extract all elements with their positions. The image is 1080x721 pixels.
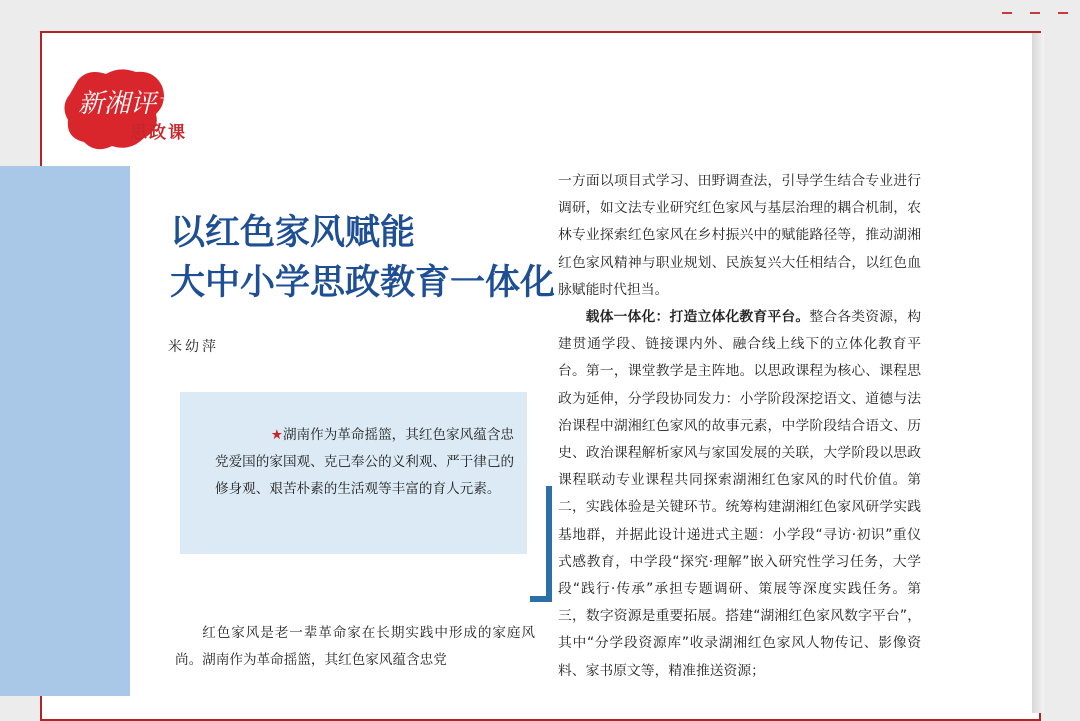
quote-bracket-right [530,486,552,602]
title-line-1: 以红色家风赋能 [170,212,416,253]
paragraph-heading: 载体一体化：打造立体化教育平台。 [585,309,810,326]
decorative-blue-strip [0,166,130,696]
right-paragraph-1: 一方面以项目式学习、田野调查法，引导学生结合专业进行调研，如文法专业研究红色家风与基层治理的耦合机制，农林专业探索红色家风在乡村振兴中的赋能路径等，推动湖湘红色家风精神与职业规划、民族复兴大任相结合，以红色血脉赋能时代担当。 [558,173,921,298]
right-paragraph-2 [558,304,921,685]
page-edge [1032,33,1044,713]
title-line-2: 大中小学思政教育一体化 [170,262,556,303]
article-title [170,208,555,308]
pull-quote-text: 湖南作为革命摇篮，其红色家风蕴含忠党爱国的家国观、克己奉公的义利观、严于律己的修身观、艰苦朴素的生活观等丰富的育人元素。 [215,427,515,497]
section-label: 思政课 [130,123,187,143]
article-author: 米幼萍 [168,339,219,355]
pull-quote [215,422,520,503]
left-body-text [175,620,535,674]
star-icon: ★ [270,427,283,443]
top-decoration [1002,0,1080,26]
left-body-paragraph: 红色家风是老一辈革命家在长期实践中形成的家庭风尚。湖南作为革命摇篮，其红色家风蕴含忠党 [175,625,535,668]
paragraph-body: 整合各类资源，构建贯通学段、链接课内外、融合线上线下的立体化教育平台。第一，课堂教学是主阵地。以思政课程为核心、课程思政为延伸，分学段协同发力：小学阶段深挖语文、道德与法治课程中湖湘红色家风的故事元素，中学阶段结合语文、历史、政治课程解析家风与家国发展的关联，大学阶段以思政课程联动专业课程共同探索湖湘红色家风的时代价值。第二，实践体验是关键环节。统筹构建湖湘红色家风研学实践基地群，并据此设计递进式主题：小学段“寻访·初识”重仪式感教育，中学段“探究·理解”嵌入研究性学习任务，大学段“践行·传承”承担专题调研、策展等深度实践任务。第三，数字资源是重要拓展。搭建“湖湘红色家风数字平台”，其中“分学段资源库”收录湖湘红色家风人物传记、影像资料、家书原文等，精准推送资源； [558,309,922,679]
logo-text: 新湘评论 [78,89,183,119]
right-column [558,168,921,685]
